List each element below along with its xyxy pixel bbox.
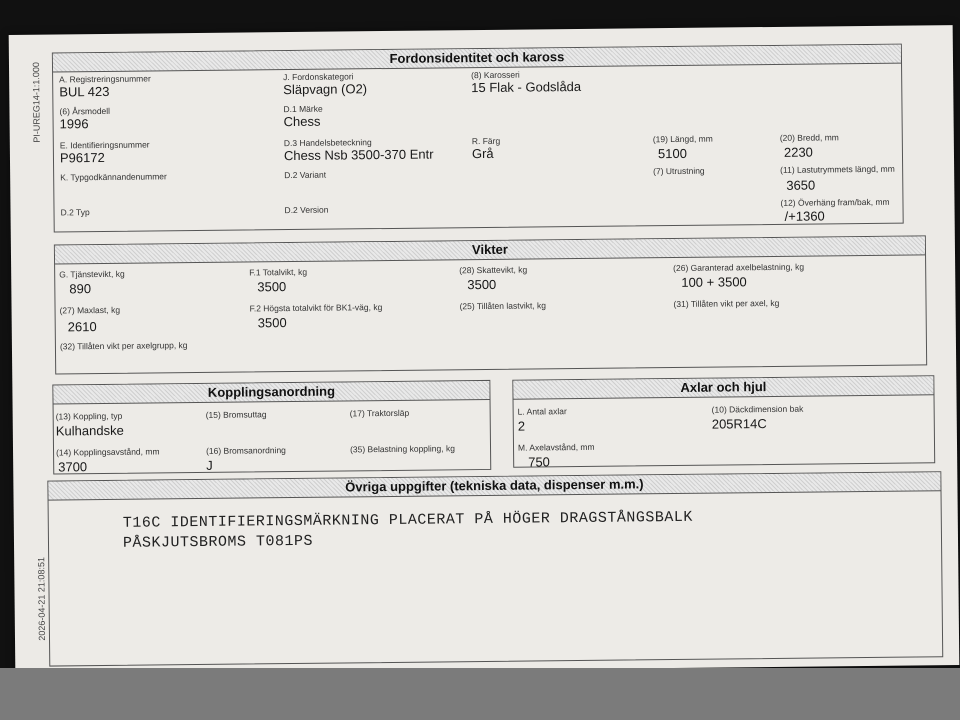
field-label: (31) Tillåten vikt per axel, kg: [673, 297, 780, 310]
section-title: Kopplingsanordning: [53, 381, 489, 405]
field-label: J. Fordonskategori: [283, 71, 354, 83]
form-code: PI-UREG14-1:1.000: [30, 62, 42, 143]
field-tax-weight: 3500: [467, 276, 497, 293]
section-other-info: [47, 471, 943, 666]
field-label: (17) Traktorsläp: [349, 407, 410, 419]
field-make: Chess: [283, 113, 321, 130]
section-vehicle-identity: [52, 44, 904, 233]
field-total-weight: 3500: [257, 279, 287, 295]
field-overhang: /+1360: [784, 208, 825, 224]
remark-line: PÅSKJUTSBROMS T081PS: [122, 532, 314, 552]
field-label: (12) Överhäng fram/bak, mm: [780, 196, 890, 208]
section-title: Övriga uppgifter (tekniska data, dispenser m.m.): [48, 472, 940, 500]
field-label: (16) Bromsanordning: [205, 445, 286, 456]
field-label: (15) Bromsuttag: [205, 409, 267, 420]
field-label: (32) Tillåten vikt per axelgrupp, kg: [59, 340, 188, 352]
field-label: D.2 Variant: [284, 169, 327, 181]
field-label: D.1 Märke: [283, 103, 323, 115]
field-brake-device: J: [206, 457, 213, 473]
field-label: R. Färg: [471, 135, 501, 147]
field-color: Grå: [471, 145, 494, 162]
field-axle-load: 100 + 3500: [681, 274, 747, 290]
field-label: D.2 Typ: [60, 207, 90, 218]
field-width: 2230: [783, 144, 813, 160]
field-label: F.2 Högsta totalvikt för BK1-väg, kg: [249, 302, 383, 314]
field-vin: P96172: [59, 149, 105, 166]
field-body: 15 Flak - Godslåda: [471, 78, 582, 96]
field-label: (10) Däckdimension bak: [711, 403, 804, 415]
field-label: (7) Utrustning: [653, 165, 705, 177]
field-label: (13) Koppling, typ: [55, 410, 123, 422]
field-model-year: 1996: [59, 116, 89, 132]
field-label: (28) Skattevikt, kg: [459, 264, 528, 276]
field-label: (20) Bredd, mm: [779, 132, 839, 143]
field-label: E. Identifieringsnummer: [59, 139, 150, 151]
field-label: (11) Lastutrymmets längd, mm: [780, 163, 895, 175]
section-weights: [54, 235, 927, 374]
field-coupling-distance: 3700: [58, 459, 88, 475]
section-title: Fordonsidentitet och kaross: [53, 45, 901, 73]
field-label: L. Antal axlar: [517, 406, 567, 417]
field-length: 5100: [657, 145, 687, 162]
field-label: (35) Belastning koppling, kg: [349, 443, 455, 455]
field-axle-distance: 750: [528, 454, 550, 470]
field-bk1-weight: 3500: [257, 315, 287, 331]
section-axles: [512, 375, 935, 470]
field-trade-name: Chess Nsb 3500-370 Entr: [283, 146, 434, 164]
section-title: Vikter: [55, 236, 925, 264]
field-curb-weight: 890: [69, 281, 92, 297]
background-surface: [0, 668, 960, 720]
field-label: (8) Karosseri: [471, 69, 520, 81]
field-axle-count: 2: [517, 418, 526, 434]
field-label: (25) Tillåten lastvikt, kg: [459, 300, 547, 312]
field-label: (26) Garanterad axelbelastning, kg: [673, 261, 805, 274]
remark-line: T16C IDENTIFIERINGSMÄRKNING PLACERAT PÅ HÖGER DRAGSTÅNGSBALK: [122, 508, 693, 532]
field-label: D.2 Version: [284, 204, 329, 216]
section-title: Axlar och hjul: [513, 376, 933, 399]
registration-document: [9, 25, 960, 675]
field-label: (14) Kopplingsavstånd, mm: [55, 446, 160, 458]
field-max-load: 2610: [67, 319, 97, 335]
field-label: (27) Maxlast, kg: [59, 304, 121, 316]
field-label: (19) Längd, mm: [652, 133, 713, 145]
field-label: K. Typgodkännandenummer: [60, 171, 167, 183]
field-tire-dimension: 205R14C: [711, 416, 767, 432]
field-label: A. Registreringsnummer: [59, 73, 151, 85]
field-vehicle-category: Släpvagn (O2): [283, 81, 368, 98]
field-coupling-type: Kulhandske: [55, 422, 124, 439]
field-label: D.3 Handelsbeteckning: [283, 137, 372, 149]
field-cargo-length: 3650: [786, 177, 816, 193]
field-label: G. Tjänstevikt, kg: [59, 268, 125, 280]
field-registration-number: BUL 423: [59, 83, 110, 100]
field-label: F.1 Totalvikt, kg: [249, 266, 308, 278]
print-timestamp: 2026-04-21 21:08:51: [36, 557, 48, 641]
section-coupling: [52, 380, 491, 475]
field-label: M. Axelavstånd, mm: [517, 441, 595, 453]
field-label: (6) Årsmodell: [59, 105, 111, 117]
